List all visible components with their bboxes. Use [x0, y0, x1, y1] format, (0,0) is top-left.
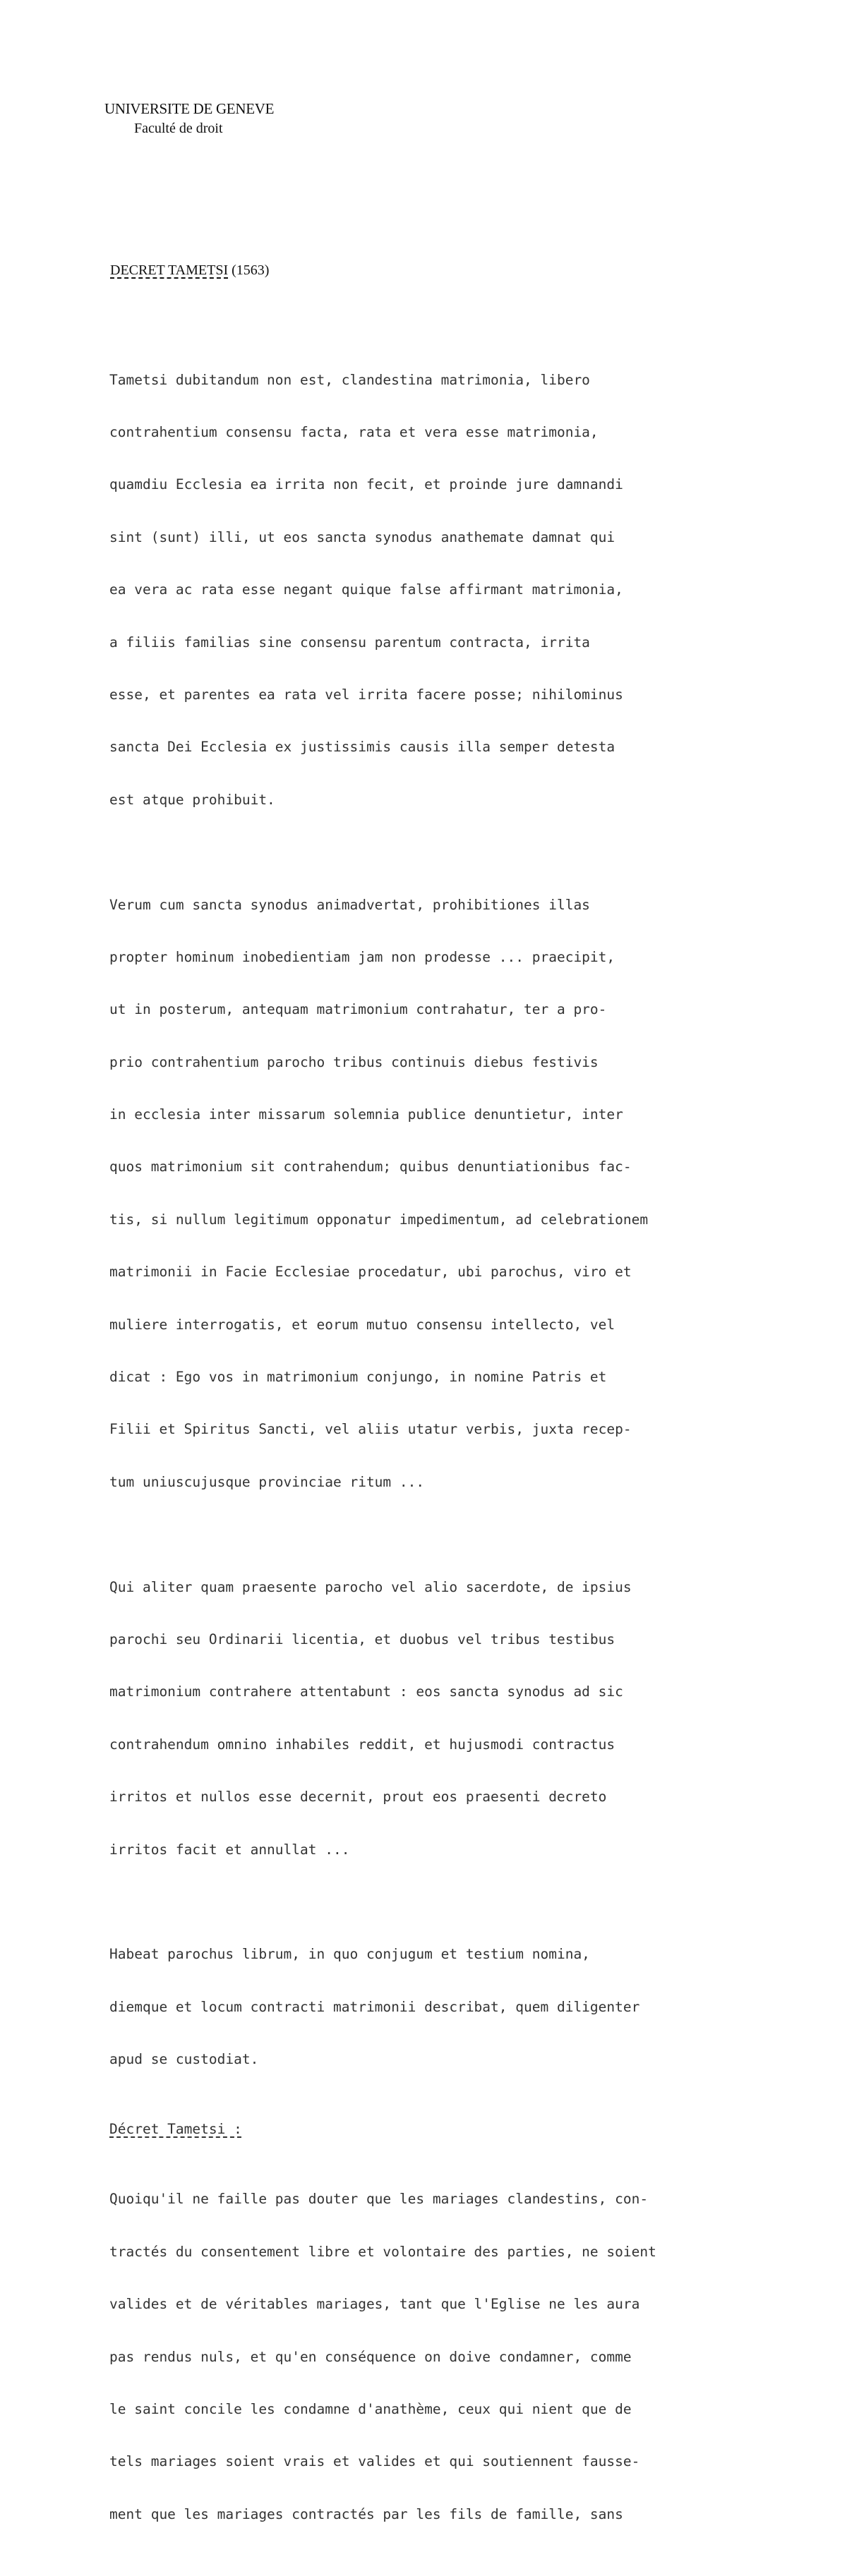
text-line: tractés du consentement libre et volontaire des parties, ne soient	[109, 2243, 656, 2260]
university-name: UNIVERSITE DE GENEVE	[104, 100, 275, 117]
text-line: Tametsi dubitandum non est, clandestina matrimonia, libero	[109, 371, 590, 388]
text-line: tis, si nullum legitimum opponatur impedimentum, ad celebrationem	[109, 1211, 649, 1228]
text-line: muliere interrogatis, et eorum mutuo consensu intellecto, vel	[109, 1316, 615, 1333]
latin-paragraph-3	[109, 1544, 822, 1894]
text-line: matrimonium contrahere attentabunt : eos sancta synodus ad sic	[109, 1683, 623, 1700]
document-body	[109, 337, 822, 2576]
text-line: Filii et Spiritus Sancti, vel aliis utatur verbis, juxta recep-	[109, 1421, 632, 1438]
text-line: dicat : Ego vos in matrimonium conjungo, in nomine Patris et	[109, 1369, 607, 1386]
text-line: le saint concile les condamne d'anathème, ceux qui nient que de	[109, 2401, 632, 2418]
text-line: a filiis familias sine consensu parentum contracta, irrita	[109, 634, 590, 651]
text-line: in ecclesia inter missarum solemnia publice denuntietur, inter	[109, 1106, 623, 1123]
text-line: matrimonii in Facie Ecclesiae procedatur, ubi parochus, viro et	[109, 1264, 632, 1281]
text-line: Verum cum sancta synodus animadvertat, prohibitiones illas	[109, 896, 590, 913]
text-line: est atque prohibuit.	[109, 791, 275, 808]
text-line: diemque et locum contracti matrimonii describat, quem diligenter	[109, 1998, 640, 2015]
text-line: contrahentium consensu facta, rata et vera esse matrimonia,	[109, 423, 599, 440]
text-line: tum uniuscujusque provinciae ritum ...	[109, 1473, 425, 1490]
latin-paragraph-2	[109, 861, 822, 1526]
text-line: contrahendum omnino inhabiles reddit, et hujusmodi contractus	[109, 1736, 615, 1753]
text-line: Quoiqu'il ne faille pas douter que les mariages clandestins, con-	[109, 2191, 649, 2208]
text-line: sancta Dei Ecclesia ex justissimis causis illa semper detesta	[109, 739, 615, 756]
text-line: tels mariages soient vrais et valides et qui soutiennent fausse-	[109, 2453, 640, 2470]
text-line: ment que les mariages contractés par les fils de famille, sans	[109, 2505, 623, 2522]
title-year: (1563)	[228, 262, 270, 278]
text-line: sint (sunt) illi, ut eos sancta synodus anathemate damnat qui	[109, 528, 615, 545]
latin-paragraph-1	[109, 337, 822, 844]
text-line: ea vera ac rata esse negant quique false affirmant matrimonia,	[109, 581, 623, 598]
text-line: propter hominum inobedientiam jam non prodesse ... praecipit,	[109, 948, 615, 965]
text-line: esse, et parentes ea rata vel irrita facere posse; nihilominus	[109, 686, 623, 703]
text-line: apud se custodiat.	[109, 2051, 259, 2068]
document-title	[110, 261, 269, 279]
text-line: ut in posterum, antequam matrimonium contrahatur, ter a pro-	[109, 1001, 607, 1018]
text-line: quos matrimonium sit contrahendum; quibus denuntiationibus fac-	[109, 1159, 632, 1175]
text-line: quamdiu Ecclesia ea irrita non fecit, et proinde jure damnandi	[109, 476, 623, 493]
text-line: pas rendus nuls, et qu'en conséquence on doive condamner, comme	[109, 2348, 632, 2365]
latin-paragraph-4	[109, 1911, 822, 2104]
french-paragraph	[109, 2156, 822, 2558]
faculty-name: Faculté de droit	[134, 121, 223, 136]
text-line: parochi seu Ordinarii licentia, et duobus vel tribus testibus	[109, 1631, 615, 1647]
french-section-heading: Décret Tametsi :	[109, 2121, 242, 2138]
text-line: valides et de véritables mariages, tant que l'Eglise ne les aura	[109, 2296, 640, 2313]
text-line: Habeat parochus librum, in quo conjugum et testium nomina,	[109, 1946, 590, 1963]
title-underlined: DECRET TAMETSI	[110, 262, 229, 278]
text-line: Qui aliter quam praesente parocho vel alio sacerdote, de ipsius	[109, 1578, 632, 1595]
text-line: prio contrahentium parocho tribus continuis diebus festivis	[109, 1053, 599, 1070]
text-line: irritos et nullos esse decernit, prout eos praesenti decreto	[109, 1789, 607, 1806]
document-header	[104, 99, 274, 138]
text-line: irritos facit et annullat ...	[109, 1841, 350, 1858]
